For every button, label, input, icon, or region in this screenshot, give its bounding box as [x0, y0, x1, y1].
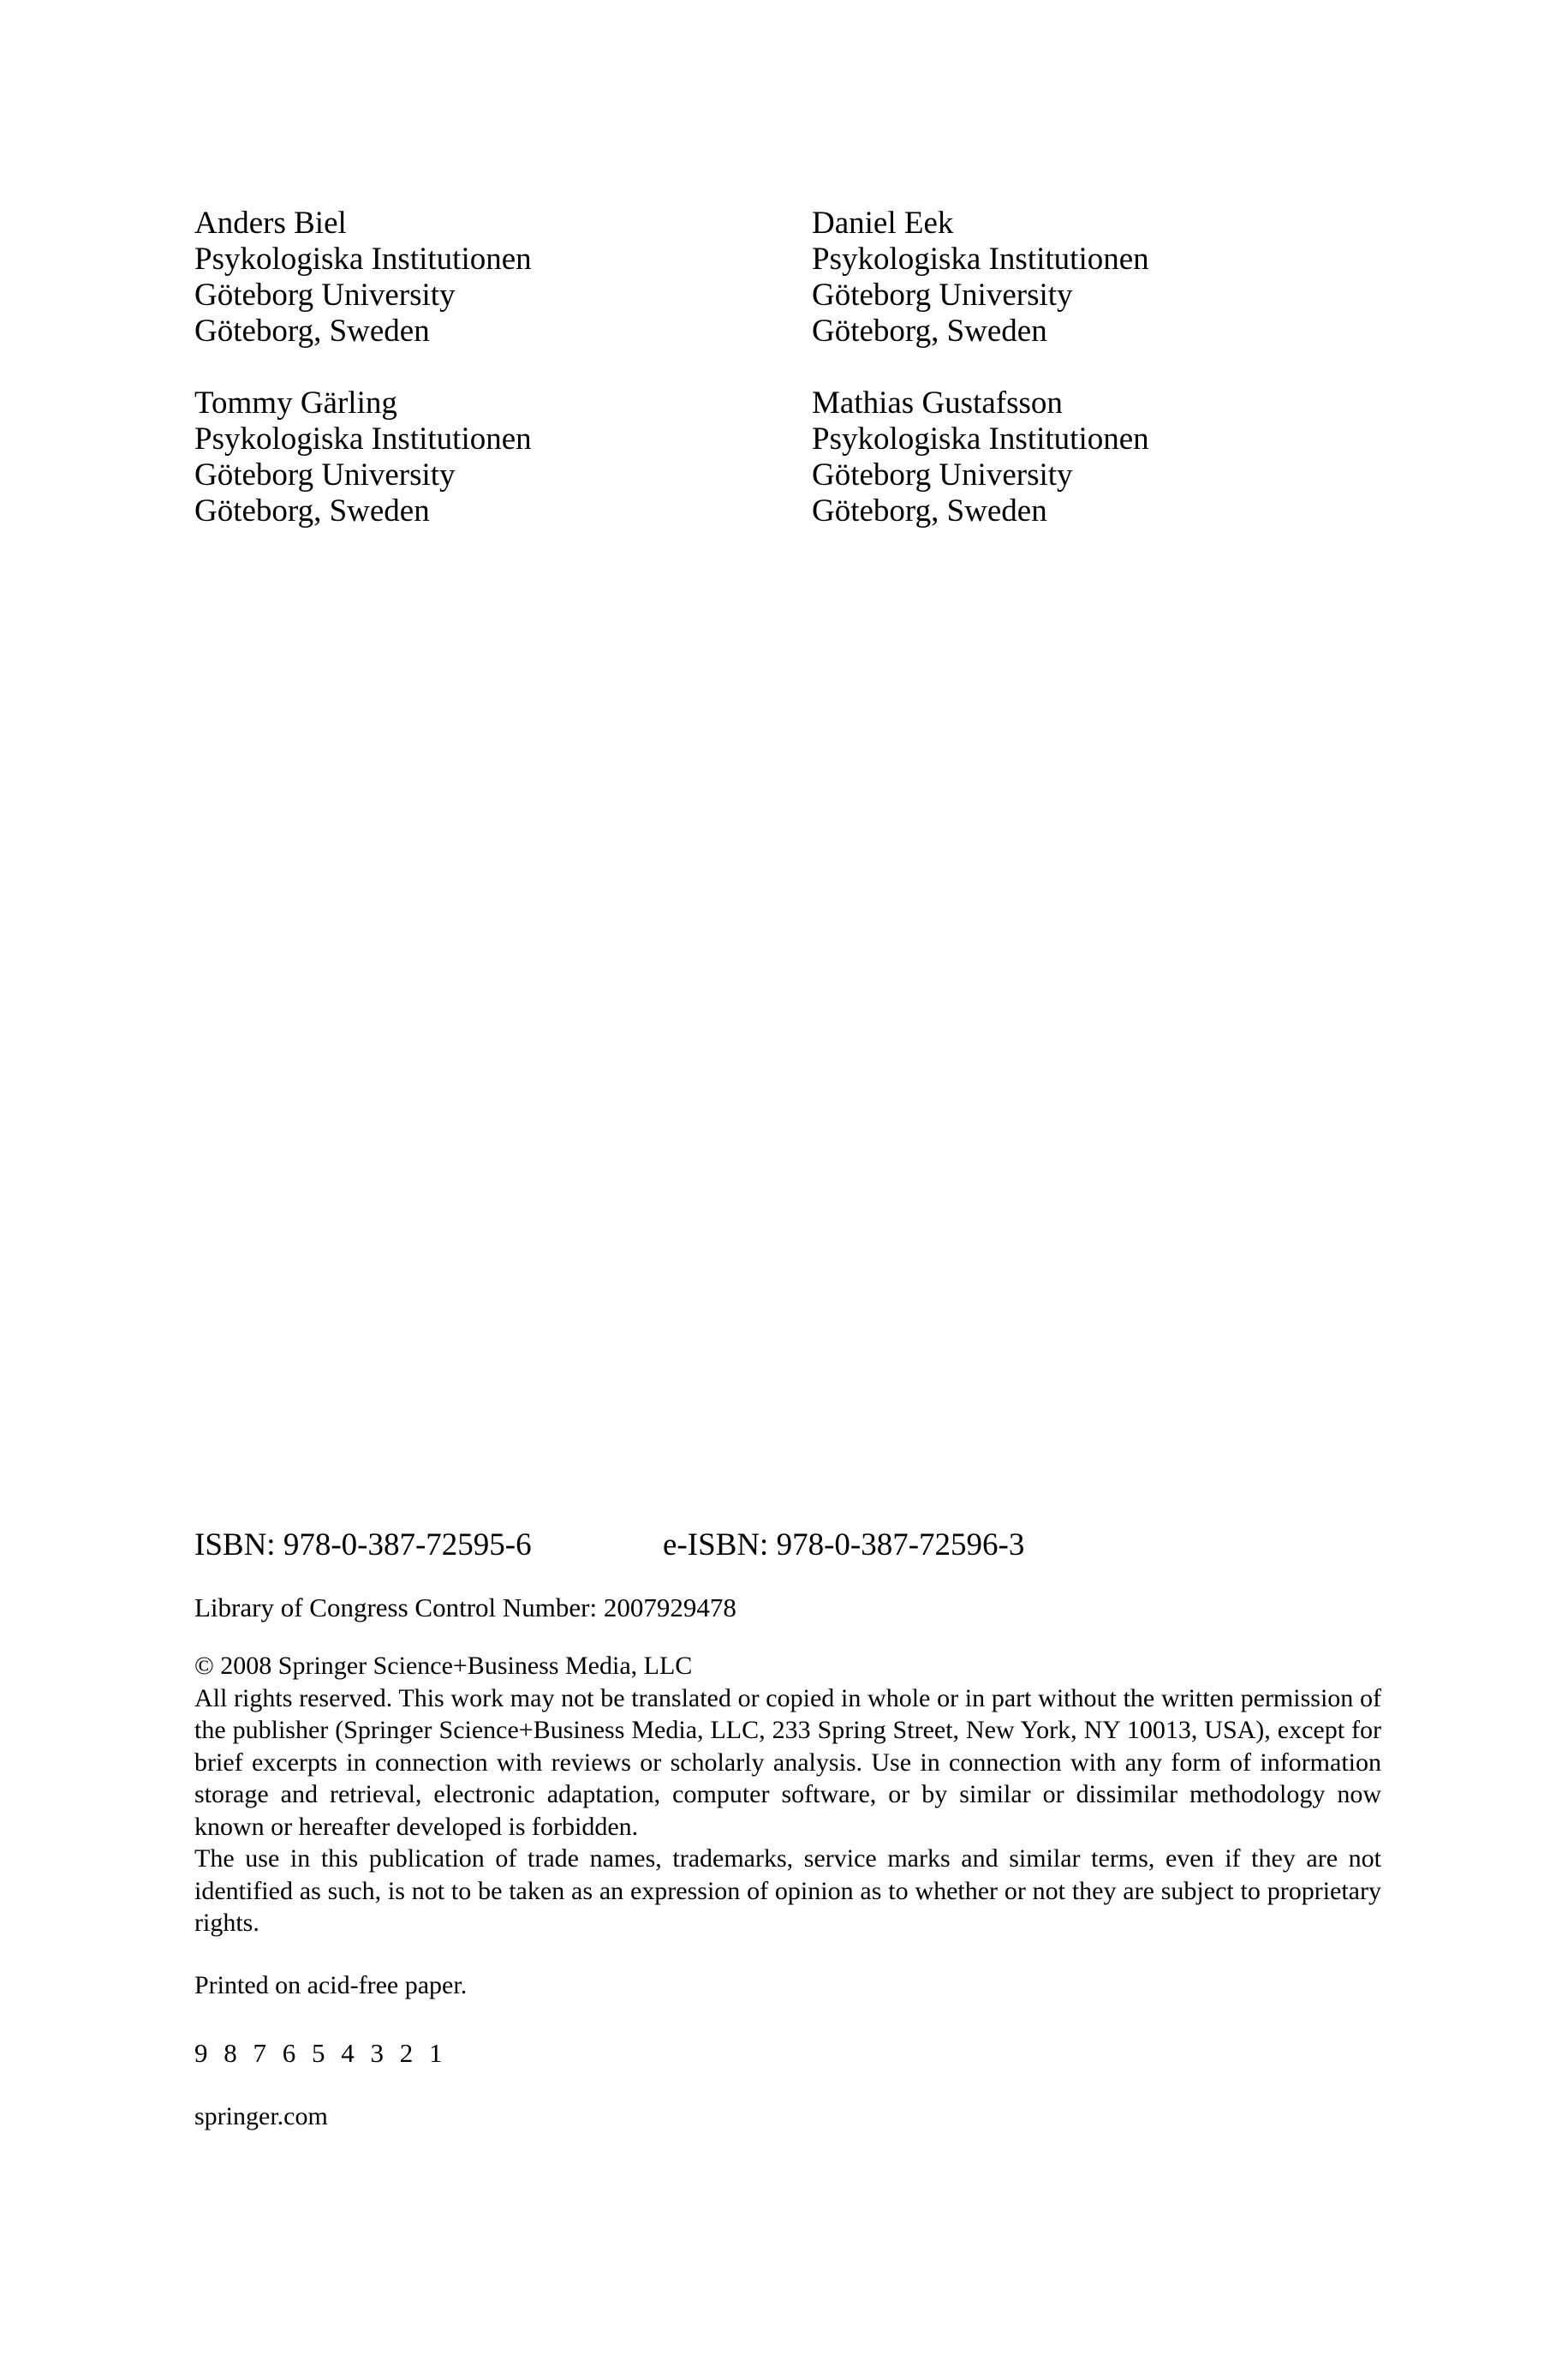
- author-name: Daniel Eek: [812, 206, 954, 241]
- acid-free-note: Printed on acid-free paper.: [194, 1971, 468, 1999]
- author-affiliation-line: Göteborg University: [812, 278, 1073, 313]
- isbn-row: [194, 1527, 1381, 1564]
- author-affiliation-line: Göteborg, Sweden: [194, 493, 430, 529]
- eisbn-text: e-ISBN: 978-0-387-72596-3: [663, 1527, 1025, 1562]
- author-affiliation-line: Psykologiska Institutionen: [812, 421, 1149, 457]
- author-block: [194, 385, 532, 529]
- author-affiliation-line: Psykologiska Institutionen: [194, 242, 532, 277]
- author-affiliation-line: Göteborg, Sweden: [194, 314, 430, 349]
- author-affiliation-line: Psykologiska Institutionen: [194, 421, 532, 457]
- copyright-notice: © 2008 Springer Science+Business Media, LLC: [194, 1652, 693, 1680]
- author-name: Tommy Gärling: [194, 385, 397, 421]
- author-affiliation-line: Göteborg, Sweden: [812, 493, 1047, 529]
- author-block: [812, 385, 1149, 529]
- copyright-block: [194, 1650, 1381, 1939]
- author-affiliation-line: Göteborg, Sweden: [812, 314, 1047, 349]
- rights-paragraph: All rights reserved. This work may not be translated or copied in whole or in part without the written permission of the publisher (Springer Science+Business Media, LLC, 233 Spring Street, New York, NY 10013, USA), except for brief excerpts in connection with reviews or scholarly analysis. Use in connection with any form of information storage and retrieval, electronic adaptation, computer software, or by similar or dissimilar methodology now known or hereafter developed is forbidden.: [194, 1683, 1381, 1841]
- isbn-text: ISBN: 978-0-387-72595-6: [194, 1527, 532, 1562]
- author-affiliation-line: Psykologiska Institutionen: [812, 242, 1149, 277]
- author-affiliation-line: Göteborg University: [194, 278, 456, 313]
- author-block: [194, 206, 532, 350]
- author-affiliation-line: Göteborg University: [194, 457, 456, 493]
- author-name: Anders Biel: [194, 206, 347, 241]
- publisher-website: springer.com: [194, 2102, 328, 2130]
- lccn-text: Library of Congress Control Number: 2007929478: [194, 1592, 736, 1622]
- print-run-numbers: 9 8 7 6 5 4 3 2 1: [194, 2038, 443, 2068]
- author-name: Mathias Gustafsson: [812, 385, 1063, 421]
- trademark-paragraph: The use in this publication of trade names, trademarks, service marks and similar terms, even if they are not identified as such, is not to be taken as an expression of opinion as to whether or not they are subject to proprietary rights.: [194, 1844, 1381, 1937]
- author-affiliation-line: Göteborg University: [812, 457, 1073, 493]
- author-block: [812, 206, 1149, 350]
